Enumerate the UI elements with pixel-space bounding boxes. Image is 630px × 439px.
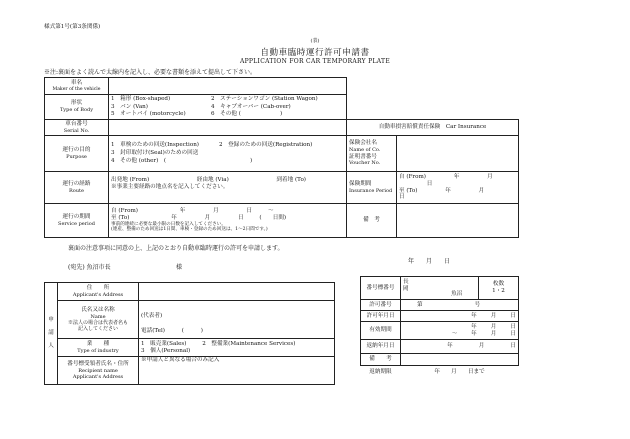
applicant-side-label: 申 請 人 xyxy=(45,283,58,385)
applicant-name-field[interactable] xyxy=(139,301,335,339)
purpose-option[interactable]: 1 車検のための回送(Inspection) xyxy=(111,142,199,149)
purpose-label: 運行の目的 Purpose xyxy=(45,136,109,172)
permit-number-field[interactable]: 第 号 xyxy=(401,300,519,311)
route-label: 運行の経路 Route xyxy=(45,172,109,204)
insurance-period-label: 保険期間 Insurance Period xyxy=(347,172,397,204)
applicant-table xyxy=(44,282,335,385)
period-note: 事前的連続に必要な最小限の日数を記入してください。 xyxy=(111,221,226,227)
body-option[interactable]: 6 その他 ( ) xyxy=(211,111,283,118)
permit-date-field[interactable]: 年 月 日 xyxy=(401,311,519,322)
body-type-options xyxy=(109,95,347,120)
front-side-mark: (表) xyxy=(310,38,320,44)
body-option[interactable]: 4 キャブオーバー (Cab-over) xyxy=(211,103,291,110)
applicant-address-label: 住 所 Applicant's Address xyxy=(58,283,139,301)
form-notice: ※注:裏面をよく読んで太線内を記入し、必要な書類を添えて提出して下さい。 xyxy=(44,69,257,76)
declaration-text: 裏面の注意事項に同意の上、上記のとおり自動車臨時運行の許可を申請します。 xyxy=(68,245,284,252)
form-number: 様式第1号(第3条関係) xyxy=(44,24,101,30)
recipient-note: ※申請人と異なる場合のみ記入 xyxy=(141,357,220,363)
insurance-company-label: 保険会社名 Name of Co. 証明書番号 Voucher No. xyxy=(347,136,397,172)
office-remarks-label: 備 考 xyxy=(361,354,401,366)
plate-number-label: 番号標番号 xyxy=(361,277,401,300)
return-date-field[interactable]: 年 月 日 xyxy=(401,340,519,354)
insurance-period-field[interactable]: 自 (From) 年 月 日 至 (To) 年 月 日 xyxy=(397,172,519,204)
route-note: ※事業主要経路の地点名を記入してください。 xyxy=(111,184,229,190)
purpose-options xyxy=(109,136,347,172)
body-option[interactable]: 3 バン (Van) xyxy=(111,103,148,110)
insurance-remarks-field[interactable] xyxy=(397,204,519,238)
return-date-label: 返納年月日 xyxy=(361,340,401,354)
industry-options xyxy=(139,339,335,357)
addressee-honorific: 様 xyxy=(176,264,183,271)
serial-number-label: 車台番号 Serial No. xyxy=(45,120,109,136)
office-remarks-field[interactable] xyxy=(401,354,519,366)
body-type-label: 形状 Type of Body xyxy=(45,95,109,120)
body-option[interactable]: 2 ステーションワゴン (Station Wagon) xyxy=(211,95,318,102)
applicant-name-label: 氏名又は名称 Name ※法人の場合は代表者名も 記入してください xyxy=(58,301,139,339)
permit-date-label: 許可年月日 xyxy=(361,311,401,322)
valid-period-field[interactable]: 年 月 日 〜 年 月 日 xyxy=(401,322,519,340)
vehicle-info-table xyxy=(44,77,347,238)
return-deadline-value: 年 月 日まで xyxy=(434,368,485,375)
period-note: (連産、整備のため回送は1日間、車検・登録のため回送は、1〜2日間です。) xyxy=(111,227,268,233)
office-use-table xyxy=(360,276,519,379)
plate-city: 魚沼 xyxy=(451,291,463,297)
industry-option[interactable]: 1 販売業(Sales) xyxy=(141,340,187,347)
route-to: 到着地 (To) xyxy=(276,177,306,184)
industry-option[interactable]: 3 個人(Personal) xyxy=(141,347,191,354)
valid-period-label: 有効期間 xyxy=(361,322,401,340)
serial-number-field[interactable] xyxy=(109,120,347,136)
service-period-field[interactable]: 自 (From) 年 月 日 〜 至 (To) 年 月 日 ( 日間) 事前的連続に必要な最小限の日数を記入してください。 (連産、整備のため回送は1日間、車検・登録のため回送は、1〜2日間です。) xyxy=(109,204,347,238)
vehicle-name-label: 車名 Maker of the vehicle xyxy=(45,78,109,95)
route-from: 出発地 (From) xyxy=(111,177,150,184)
recipient-field[interactable] xyxy=(139,357,335,385)
industry-option[interactable]: 2 整備業(Maintenance Services) xyxy=(202,340,296,347)
period-days: ( 日間) xyxy=(259,214,287,221)
form-subtitle: APPLICATION FOR CAR TEMPORARY PLATE xyxy=(239,58,391,65)
purpose-option[interactable]: 2 登録のための回送(Registration) xyxy=(219,142,313,149)
body-option[interactable]: 5 オートバイ (motorcycle) xyxy=(111,111,186,118)
route-via: 経由地 (Via) xyxy=(196,177,229,184)
insurance-table xyxy=(346,119,519,238)
sheets-field[interactable]: 枚数 1・2 xyxy=(479,277,519,300)
period-from: 自 (From) xyxy=(111,207,138,214)
application-date: 年 月 日 xyxy=(408,258,451,265)
vehicle-name-field[interactable] xyxy=(109,78,347,95)
insurance-title: 自動車損害賠償責任保険 Car Insurance xyxy=(347,120,519,136)
recipient-label: 番号標受領者氏名・住所 Recipient name Applicant's Address xyxy=(58,357,139,385)
insurance-company-field[interactable] xyxy=(397,136,519,172)
insurance-remarks-label: 備 考 xyxy=(347,204,397,238)
body-option[interactable]: 1 箱形 (Box-shaped) xyxy=(111,95,171,102)
phone-label: 電話(Tel) ( ) xyxy=(141,327,203,334)
industry-label: 業 種 Type of industry xyxy=(58,339,139,357)
return-deadline-label: 返納期限 xyxy=(369,368,392,375)
permit-number-label: 許可番号 xyxy=(361,300,401,311)
route-field[interactable] xyxy=(109,172,347,204)
purpose-option[interactable]: 4 その他 (other) ( ) xyxy=(111,157,253,164)
service-period-label: 運行の期間 Service period xyxy=(45,204,109,238)
applicant-address-field[interactable] xyxy=(139,283,335,301)
period-to: 至 (To) xyxy=(111,214,130,221)
form-title: 自動車臨時運行許可申請書 xyxy=(260,48,370,58)
purpose-option[interactable]: 3 封印取付け(Seal)のための回送 xyxy=(111,150,199,156)
addressee: (宛先) 魚沼市長 xyxy=(68,264,111,271)
plate-number-field[interactable]: 長 岡 魚沼 xyxy=(401,277,479,300)
representative-label: (代表者) xyxy=(141,312,163,319)
